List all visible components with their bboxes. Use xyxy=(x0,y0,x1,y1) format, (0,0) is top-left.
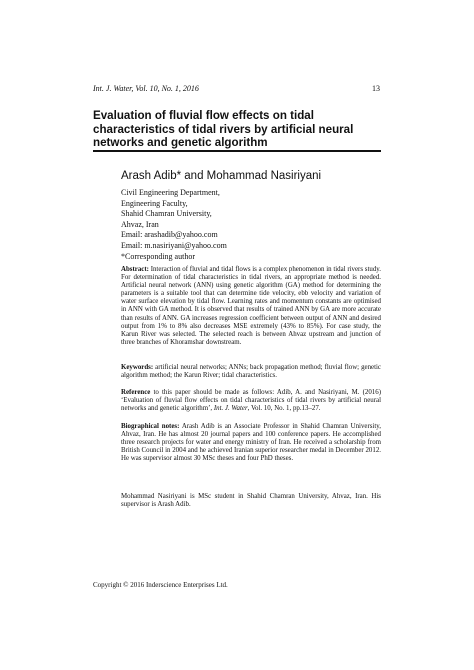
author-names: Arash Adib* and Mohammad Nasiriyani xyxy=(121,170,322,182)
keywords-text: artificial neural networks; ANNs; back propagation method; fluvial flow; genetic algorithm method; the Karun River; tidal characteristics. xyxy=(121,364,381,380)
reference-journal: Int. J. Water xyxy=(213,405,248,413)
title-line: Evaluation of fluvial flow effects on tidal xyxy=(93,109,314,122)
biographical-notes-second-author: Mohammad Nasiriyani is MSc student in Shahid Chamran University, Ahvaz, Iran. His supervisor is Arash Adib. xyxy=(121,493,381,509)
keywords xyxy=(121,364,381,380)
corresponding-author-note: *Corresponding author xyxy=(121,251,195,261)
copyright-footer: Copyright © 2016 Inderscience Enterprises Ltd. xyxy=(93,581,228,589)
affiliation-line: Civil Engineering Department, xyxy=(121,188,220,197)
reference-volume: , Vol. 10, No. 1, pp.13–27. xyxy=(247,405,321,413)
abstract-label: Abstract: xyxy=(121,266,149,273)
affiliation-line: Engineering Faculty, xyxy=(121,198,188,208)
biographical-label: Biographical notes: xyxy=(121,423,180,430)
reference-text: to this paper should be made as follows: Adib, A. and Nasiriyani, M. (2016) ‘Evaluation of fluvial flow effects on tidal characteristics of tidal rivers by artificial neural networks and genetic algorithm’, xyxy=(121,389,381,413)
page-number: 13 xyxy=(372,84,380,93)
biographical-text: Arash Adib is an Associate Professor in Shahid Chamran University, Ahvaz, Iran. He has almost 20 journal papers and 100 conference papers. He accomplished three research projects for water and energy ministry of Iran. He received a scholarship from British Council in 2004 and he achieved Iranian superior researcher medal in December 2012. He was supervisor almost 30 MSc theses and four PhD theses. xyxy=(121,423,381,463)
affiliation-line: Shahid Chamran University, xyxy=(121,209,212,219)
abstract-text: Interaction of fluvial and tidal flows is a complex phenomenon in tidal rivers study. For determination of tidal characteristics in tidal rivers, an appropriate method is needed. Artificial neural network (ANN) using genetic algorithm (GA) method for determining the parameters is a suitable tool that can determine tide velocity, ebb velocity and variation of water surface elevation by tidal flow. Learning rates and momentum constants are optimised in ANN with GA method. It is observed that results of trained ANN by GA are more accurate than results of ANN. GA increases regression coefficient between output of ANN and desired output from 1% to 8% also decreases MSE extremely (43% to 85%). For case study, the Karun River was selected. The selected reach is between Ahvaz upstream and junction of three branches of Khoramshar downstream. xyxy=(121,266,381,346)
paper-title xyxy=(93,109,383,150)
reference-label: Reference xyxy=(121,389,151,396)
email-line: Email: arashadib@yahoo.com xyxy=(121,230,218,240)
affiliation-line: Ahvaz, Iran xyxy=(121,219,159,229)
journal-citation-header: Int. J. Water, Vol. 10, No. 1, 2016 xyxy=(93,84,199,93)
title-line: characteristics of tidal rivers by artificial neural xyxy=(93,122,354,136)
reference-note xyxy=(121,389,381,413)
title-line: networks and genetic algorithm xyxy=(93,136,268,150)
title-divider xyxy=(93,150,381,152)
abstract xyxy=(121,266,381,347)
email-line: Email: m.nasiriyani@yahoo.com xyxy=(121,240,227,250)
keywords-label: Keywords: xyxy=(121,364,154,371)
biographical-notes xyxy=(121,423,381,463)
author-affiliation xyxy=(121,188,227,262)
